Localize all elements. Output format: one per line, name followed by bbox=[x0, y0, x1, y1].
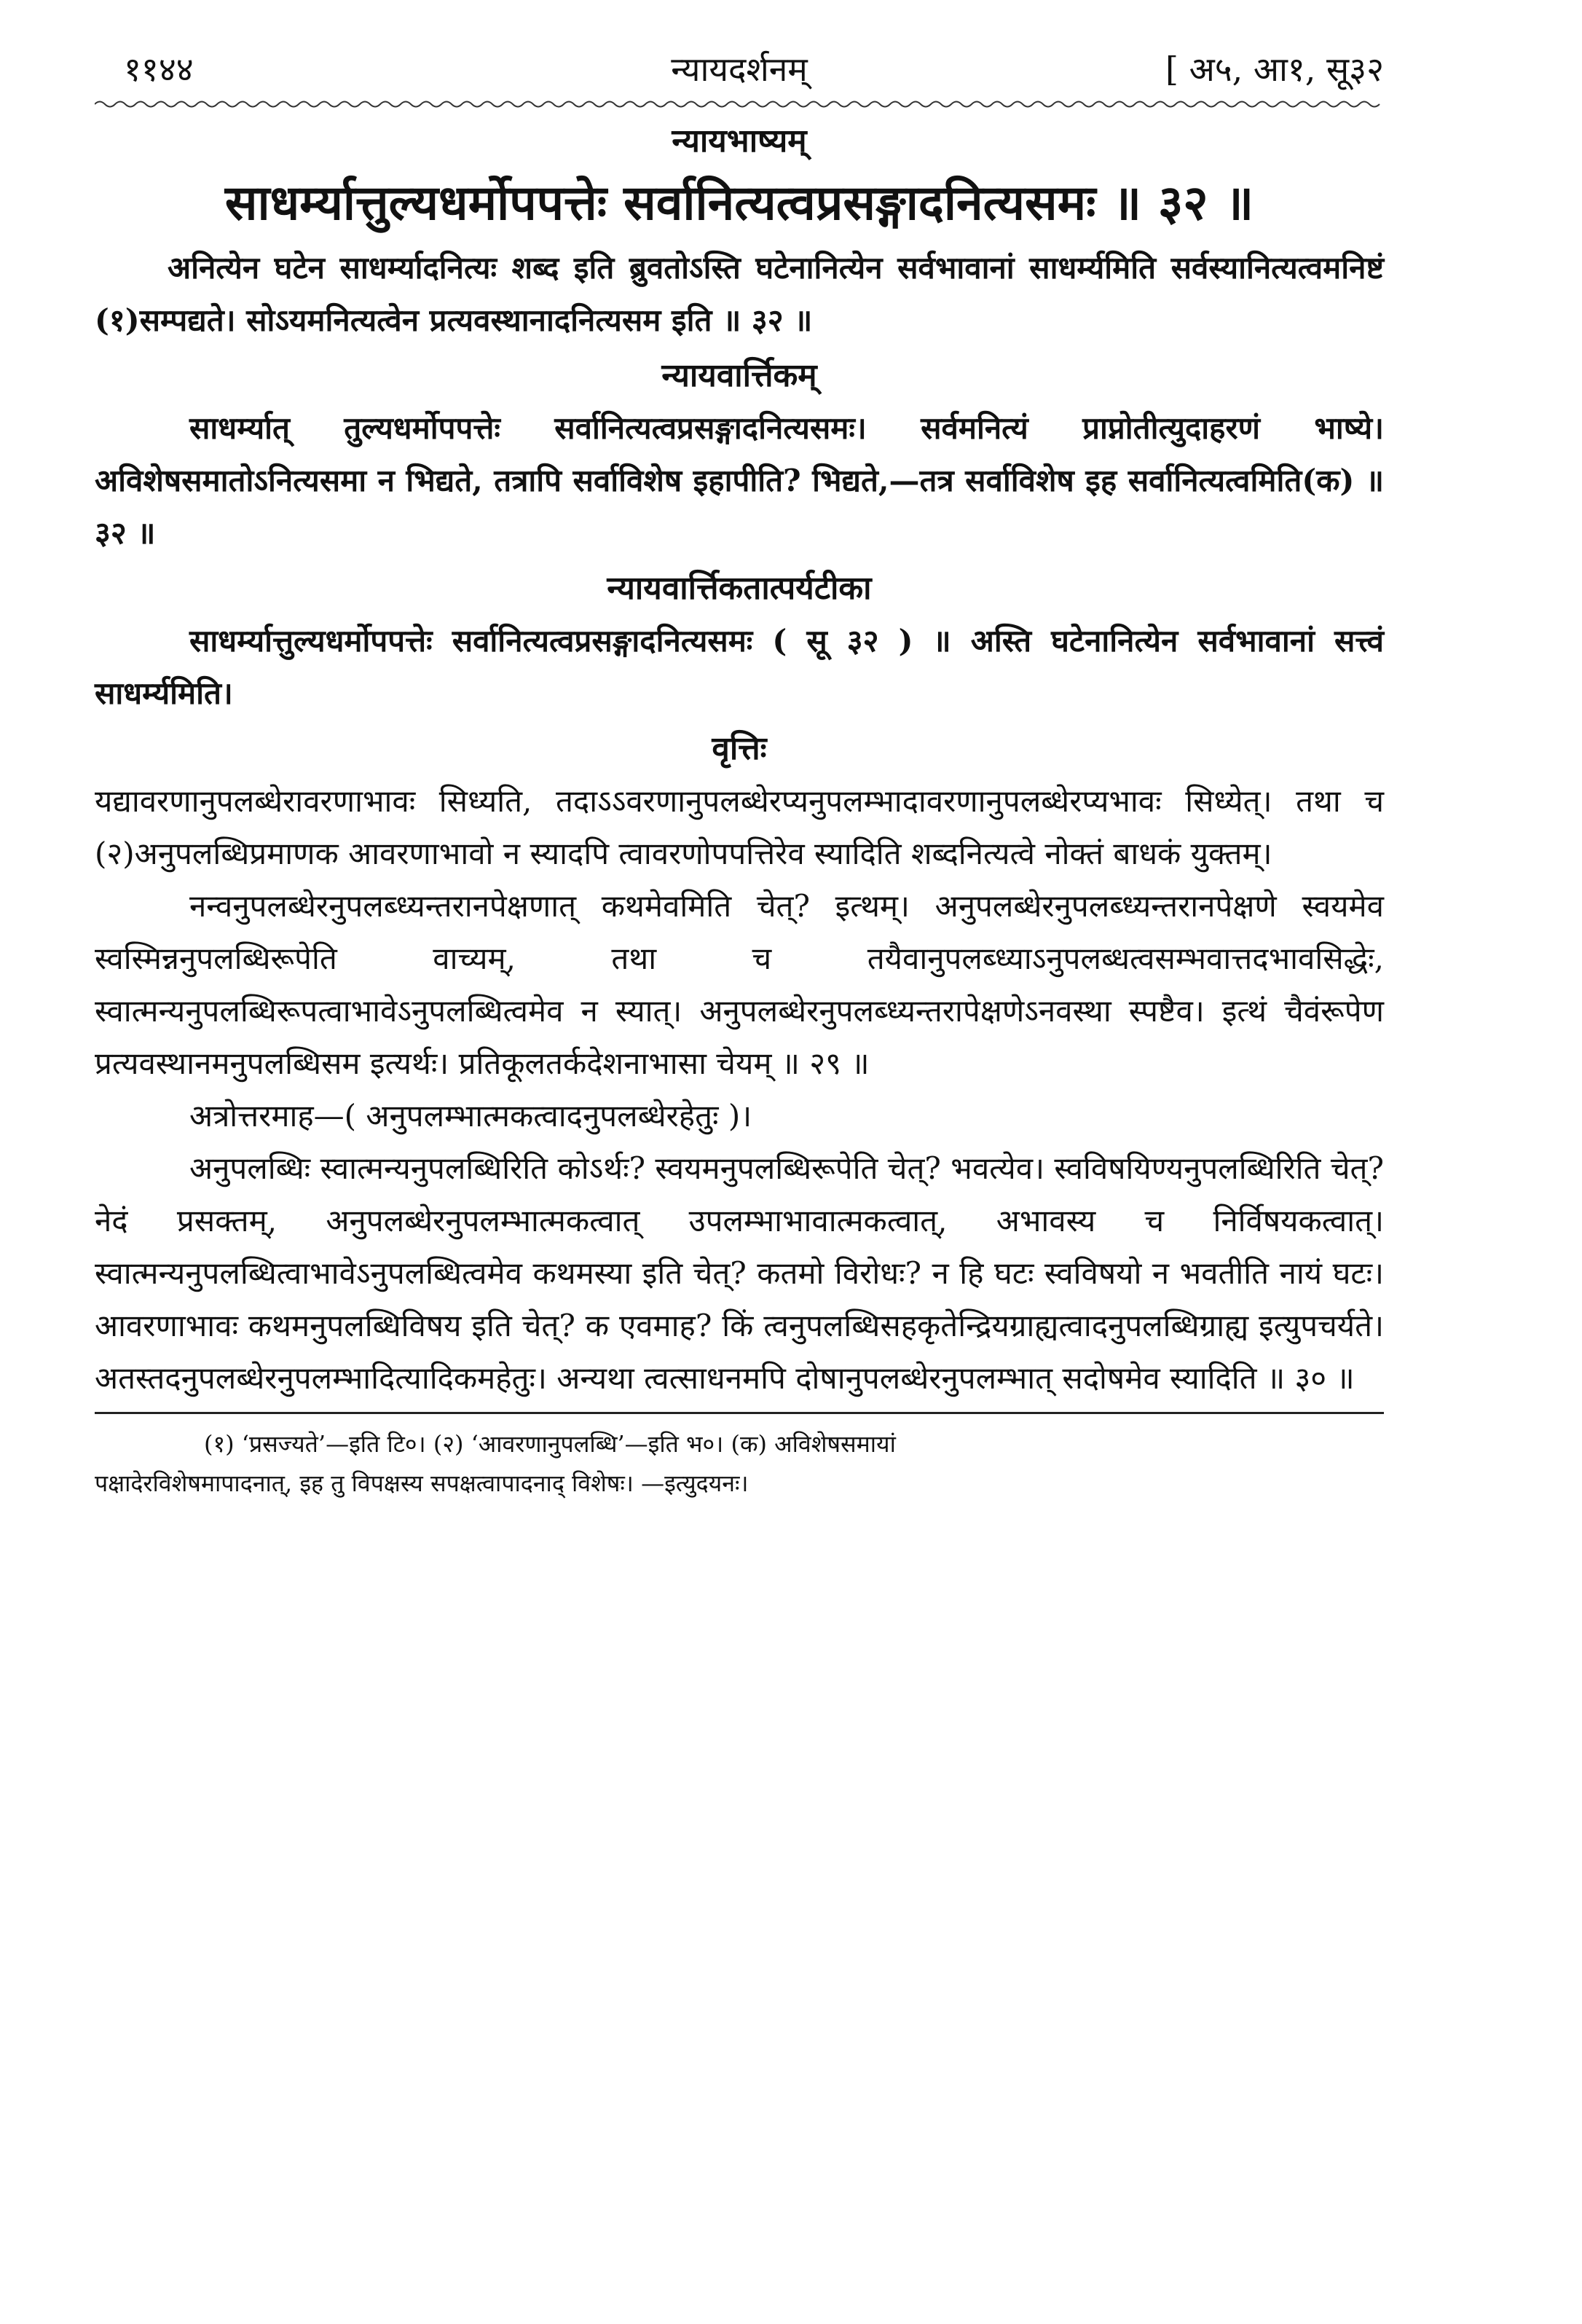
tika-section bbox=[95, 565, 1384, 720]
footnotes bbox=[95, 1424, 1384, 1503]
vritti-heading: वृत्तिः bbox=[712, 730, 767, 767]
sutra-text: साधर्म्यात्तुल्यधर्मोपपत्तेः सर्वानित्यत्वप्रसङ्गादनित्यसमः ॥ ३२ ॥ bbox=[224, 174, 1254, 231]
vartika-heading: न्यायवार्त्तिकम् bbox=[661, 357, 817, 394]
vritti-section bbox=[95, 726, 1384, 1405]
vartika-text: साधर्म्यात् तुल्यधर्मोपपत्तेः सर्वानित्यत्वप्रसङ्गादनित्यसमः। सर्वमनित्यं प्राप्नोतीत्युदाहरणं भाष्ये। अविशेषसमातोऽनित्यसमा न भिद्यते, तत्रापि सर्वाविशेष इहापीति? भिद्यते,—तत्र सर्वाविशेष इह सर्वानित्यत्वमिति(क) ॥ ३२ ॥ bbox=[95, 410, 1384, 551]
page-header bbox=[95, 44, 1384, 95]
header-wavy-rule bbox=[95, 99, 1384, 109]
vritti-paragraph-1: यद्यावरणानुपलब्धेरावरणाभावः सिध्यति, तदाऽऽवरणानुपलब्धेरप्यनुपलम्भादावरणानुपलब्धेरप्यभावः सिध्येत्। तथा च (२)अनुपलब्धिप्रमाणक आवरणाभावो न स्यादपि त्वावरणोपपत्तिरेव स्यादिति शब्दनित्यत्वे नोक्तं बाधकं युक्तम्। bbox=[95, 783, 1384, 871]
tika-text: साधर्म्यात्तुल्यधर्मोपपत्तेः सर्वानित्यत्वप्रसङ्गादनित्यसमः ( सू ३२ ) ॥ अस्ति घटेनानित्येन सर्वभावानां सत्त्वं साधर्म्यमिति। bbox=[95, 623, 1384, 711]
bhashya-section bbox=[95, 118, 1384, 347]
section-reference: [ अ५, आ१, सू३२ bbox=[1165, 50, 1384, 89]
vritti-paragraph-4: अनुपलब्धिः स्वात्मन्यनुपलब्धिरिति कोऽर्थः? स्वयमनुपलब्धिरूपेति चेत्? भवत्येव। स्वविषयिण्यनुपलब्धिरिति चेत्? नेदं प्रसक्तम्, अनुपलब्धेरनुपलम्भात्मकत्वात् उपलम्भाभावात्मकत्वात्, अभावस्य च निर्विषयकत्वात्। स्वात्मन्यनुपलब्धित्वाभावेऽनुपलब्धित्वमेव कथमस्या इति चेत्? कतमो विरोधः? न हि घटः स्वविषयो न भवतीति नायं घटः। आवरणाभावः कथमनुपलब्धिविषय इति चेत्? क एवमाह? किं त्वनुपलब्धिसहकृतेन्द्रियग्राह्यत्वादनुपलब्धिग्राह्य इत्युपचर्यते। अतस्तदनुपलब्धेरनुपलम्भादित्यादिकमहेतुः। अन्यथा त्वत्साधनमपि दोषानुपलब्धेरनुपलम्भात् सदोषमेव स्यादिति ॥ ३० ॥ bbox=[95, 1150, 1384, 1396]
bhashya-text: अनित्येन घटेन साधर्म्यादनित्यः शब्द इति ब्रुवतोऽस्ति घटेनानित्येन सर्वभावानां साधर्म्यमिति सर्वस्यानित्यत्वमनिष्टं (१)सम्पद्यते। सोऽयमनित्यत्वेन प्रत्यवस्थानादनित्यसम इति ॥ ३२ ॥ bbox=[95, 250, 1384, 338]
footnote-line-1: (१) ‘प्रसज्यते’—इति टि०। (२) ‘आवरणानुपलब्धि’—इति भ०। (क) अविशेषसमायां bbox=[204, 1430, 896, 1458]
page-number: ११४४ bbox=[124, 50, 194, 89]
footnote-line-2: पक्षादेरविशेषमापादनात्, इह तु विपक्षस्य सपक्षत्वापादनाद् विशेषः। —इत्युदयनः। bbox=[95, 1469, 749, 1497]
footnote-rule bbox=[95, 1412, 1384, 1414]
tika-heading: न्यायवार्त्तिकतात्पर्यटीका bbox=[607, 570, 872, 607]
vritti-paragraph-3: अत्रोत्तरमाह—( अनुपलम्भात्मकत्वादनुपलब्धेरहेतुः )। bbox=[189, 1098, 752, 1134]
vritti-paragraph-2: नन्वनुपलब्धेरनुपलब्ध्यन्तरानपेक्षणात् कथमेवमिति चेत्? इत्थम्। अनुपलब्धेरनुपलब्ध्यन्तरानपेक्षणे स्वयमेव स्वस्मिन्ननुपलब्धिरूपेति वाच्यम्, तथा च तयैवानुपलब्ध्याऽनुपलब्धत्वसम्भवात्तदभावसिद्धेः, स्वात्मन्यनुपलब्धिरूपत्वाभावेऽनुपलब्धित्वमेव न स्यात्। अनुपलब्धेरनुपलब्ध्यन्तरापेक्षणेऽनवस्था स्पष्टैव। इत्थं चैवंरूपेण प्रत्यवस्थानमनुपलब्धिसम इत्यर्थः। प्रतिकूलतर्कदेशनाभासा चेयम् ॥ २९ ॥ bbox=[95, 888, 1384, 1081]
bhashya-heading: न्यायभाष्यम् bbox=[672, 122, 807, 160]
vartika-section bbox=[95, 353, 1384, 560]
document-page bbox=[95, 44, 1384, 2288]
running-title: न्यायदर्शनम् bbox=[671, 50, 808, 89]
